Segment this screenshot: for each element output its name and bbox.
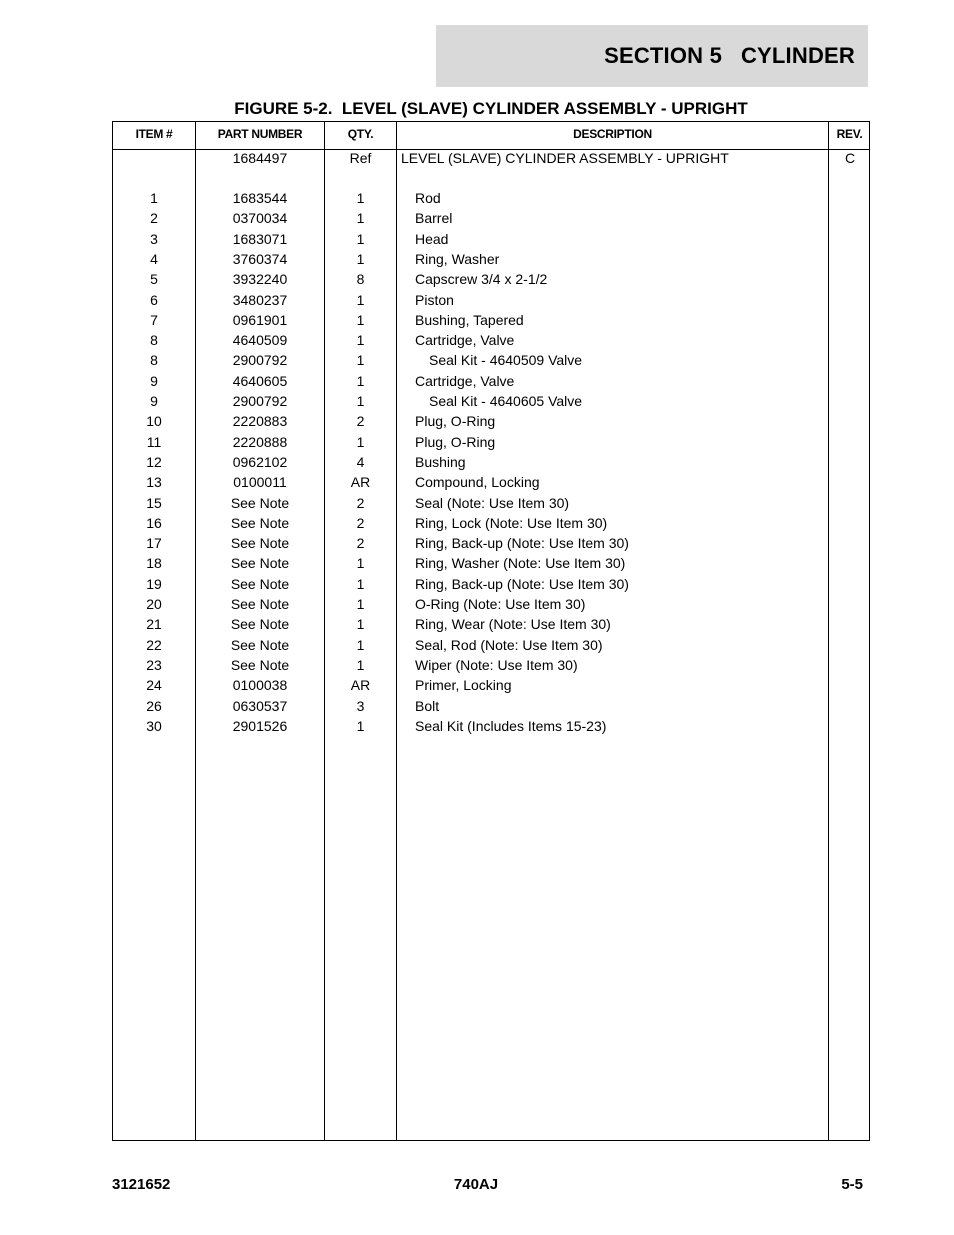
table-row [113,229,869,249]
description: Cartridge, Valve [415,372,515,389]
description: Primer, Locking [415,677,512,694]
table-row [113,452,869,472]
table-row [113,188,869,208]
quantity: 8 [356,271,365,288]
part-number: 0630537 [232,697,288,714]
item-number: 8 [150,352,158,369]
parts-table [112,121,870,1141]
description: Compound, Locking [415,474,540,491]
part-number: 0100011 [233,474,287,491]
item-number: 21 [146,616,162,633]
table-row [113,574,869,594]
quantity: 1 [356,190,365,206]
description: O-Ring (Note: Use Item 30) [415,596,586,612]
description: Barrel [415,210,453,227]
description: Bushing [415,453,466,470]
description: Plug, O-Ring [415,433,496,450]
description: Seal Kit - 4640509 Valve [429,352,583,369]
quantity: 1 [356,393,365,409]
item-number: 19 [146,575,162,592]
part-number: 2900792 [232,393,288,409]
description: Ring, Back-up (Note: Use Item 30) [415,575,629,592]
table-row [113,553,869,573]
quantity: AR [350,474,371,491]
description: Seal, Rod (Note: Use Item 30) [415,636,603,653]
quantity: 1 [356,596,365,612]
table-row [113,432,869,452]
section-title: SECTION 5 CYLINDER [604,43,855,68]
quantity: 1 [356,433,365,450]
item-number: 16 [146,514,162,531]
description: Piston [415,291,454,308]
description: Seal (Note: Use Item 30) [415,494,570,511]
table-row [113,290,869,310]
column-header-description: DESCRIPTION [573,127,652,141]
quantity: 1 [356,616,365,633]
quantity: 1 [356,717,365,734]
item-number: 12 [146,453,162,470]
part-number: 2220883 [232,413,288,430]
description: LEVEL (SLAVE) CYLINDER ASSEMBLY - UPRIGHT [401,150,729,166]
item-number: 10 [146,413,162,430]
table-row [113,614,869,634]
table-row [113,675,869,695]
quantity: 1 [356,575,365,592]
item-number: 2 [150,210,158,227]
quantity: Ref [349,150,372,166]
quantity: 1 [356,636,365,653]
item-number: 22 [146,636,162,653]
part-number: 0370034 [232,210,288,227]
quantity: 2 [356,413,365,430]
item-number: 7 [150,311,158,328]
description: Ring, Lock (Note: Use Item 30) [415,514,608,531]
item-number: 1 [150,190,158,206]
part-number: 2220888 [232,433,288,450]
item-number: 23 [146,656,162,673]
description: Plug, O-Ring [415,413,496,430]
part-number: See Note [230,656,290,673]
part-number: 2901526 [232,717,288,734]
description: Ring, Back-up (Note: Use Item 30) [415,535,629,552]
description: Capscrew 3/4 x 2-1/2 [415,271,548,288]
quantity: 1 [356,230,365,247]
part-number: 1683544 [232,190,288,206]
description: Head [415,230,449,247]
section-header [436,25,868,87]
quantity: 1 [356,250,365,267]
part-number: 0100038 [232,677,288,694]
quantity: 1 [356,311,365,328]
item-number: 9 [150,393,158,409]
item-number: 24 [146,677,162,694]
part-number: 4640509 [232,332,288,349]
description: Ring, Washer [415,250,500,267]
footer-doc-number: 3121652 [112,1176,171,1193]
item-number: 6 [150,291,158,308]
item-number: 13 [146,474,162,491]
item-number: 4 [150,250,158,267]
description: Seal Kit - 4640605 Valve [429,393,583,409]
item-number: 18 [146,555,162,572]
table-row [113,493,869,513]
table-row [113,513,869,533]
item-number: 3 [150,230,158,247]
table-row [113,249,869,269]
footer-model: 740AJ [453,1176,499,1193]
quantity: 1 [356,210,365,227]
part-number: See Note [230,636,290,653]
quantity: 2 [356,514,365,531]
item-number: 20 [146,596,162,612]
quantity: AR [350,677,371,694]
table-row [113,350,869,370]
item-number: 11 [146,433,162,450]
table-row [113,411,869,431]
item-number: 9 [150,372,158,389]
footer-page-number: 5-5 [841,1176,863,1193]
part-number: 3480237 [232,291,288,308]
quantity: 1 [356,555,365,572]
table-row [113,148,869,168]
table-row [113,635,869,655]
column-header-qty: QTY. [347,127,374,141]
quantity: 1 [356,332,365,349]
quantity: 1 [356,372,365,389]
part-number: See Note [230,616,290,633]
part-number: 2900792 [232,352,288,369]
table-row [113,594,869,614]
description: Wiper (Note: Use Item 30) [415,656,578,673]
table-row [113,696,869,716]
quantity: 4 [356,453,365,470]
description: Bushing, Tapered [415,311,524,328]
table-row [113,208,869,228]
table-row [113,391,869,411]
part-number: 0961901 [232,311,288,328]
quantity: 1 [356,352,365,369]
part-number: 3932240 [232,271,288,288]
table-row [113,330,869,350]
quantity: 1 [356,291,365,308]
table-row [113,533,869,553]
quantity: 3 [356,697,365,714]
column-header-rev: REV. [836,127,863,141]
column-header-item: ITEM # [135,127,173,141]
description: Ring, Washer (Note: Use Item 30) [415,555,626,572]
quantity: 2 [356,535,365,552]
table-row [113,716,869,736]
description: Seal Kit (Includes Items 15-23) [415,717,607,734]
part-number: See Note [230,494,290,511]
table-row [113,472,869,492]
part-number: See Note [230,575,290,592]
part-number: See Note [230,535,290,552]
item-number: 26 [146,697,162,714]
part-number: See Note [230,555,290,572]
column-header-part-number: PART NUMBER [217,127,303,141]
description: Bolt [415,697,440,714]
table-row [113,269,869,289]
table-row [113,371,869,391]
figure-title: FIGURE 5-2. LEVEL (SLAVE) CYLINDER ASSEMBLY - UPRIGHT [234,99,748,118]
description: Ring, Wear (Note: Use Item 30) [415,616,611,633]
description: Rod [415,190,441,206]
part-number: 4640605 [232,372,288,389]
item-number: 8 [150,332,158,349]
item-number: 15 [146,494,162,511]
item-number: 5 [150,271,158,288]
table-row [113,310,869,330]
description: Cartridge, Valve [415,332,515,349]
table-row [113,655,869,675]
part-number: See Note [230,514,290,531]
quantity: 2 [356,494,365,511]
part-number: 1684497 [232,150,288,166]
part-number: 3760374 [232,250,288,267]
item-number: 30 [146,717,162,734]
part-number: 1683071 [232,230,288,247]
quantity: 1 [356,656,365,673]
item-number: 17 [146,535,162,552]
part-number: See Note [230,596,290,612]
part-number: 0962102 [232,453,288,470]
revision: C [844,150,856,166]
